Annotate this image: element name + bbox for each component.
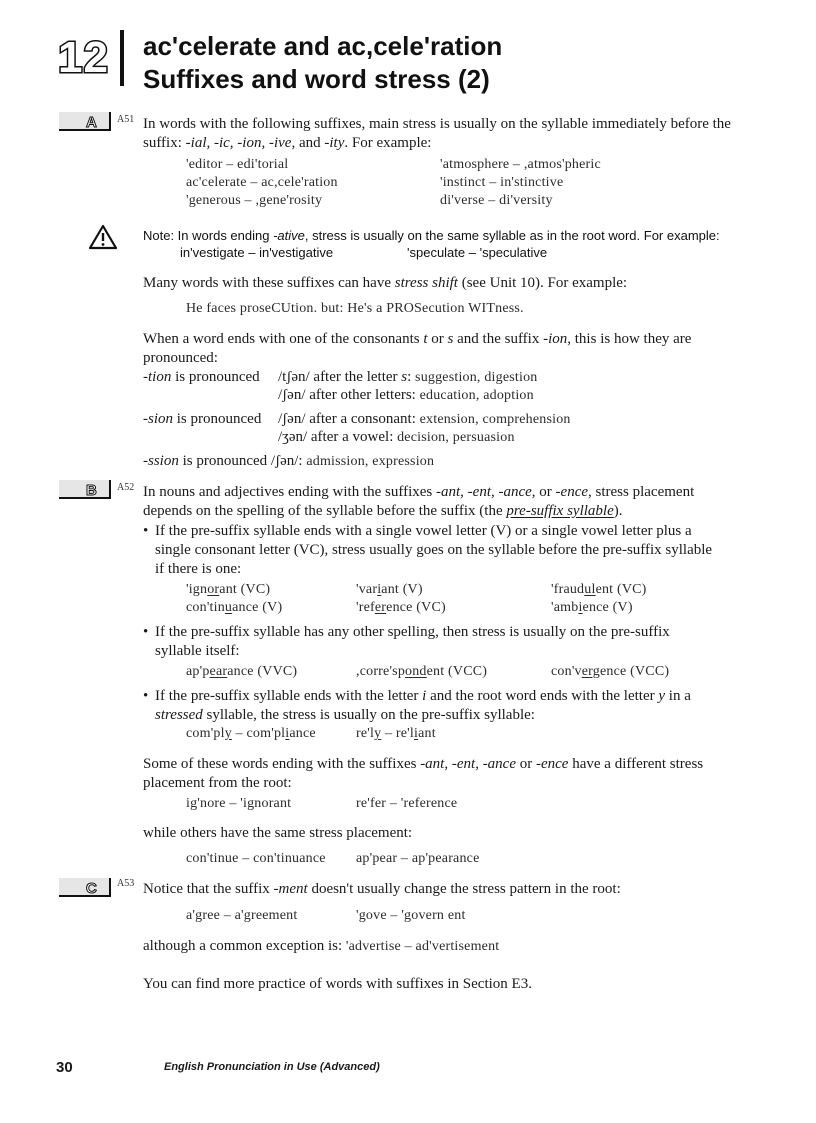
example-reliant: re'ly – re'liant bbox=[356, 726, 436, 741]
different-stress-paragraph: Some of these words ending with the suffixes -ant, -ent, -ance or -ence have a different stress placement from the root: bbox=[143, 756, 704, 791]
section-b-audio-ref: A52 bbox=[117, 482, 135, 493]
example-ignorant-root: ig'nore – 'ignorant bbox=[186, 796, 292, 811]
section-b-marker bbox=[58, 478, 112, 500]
section-b-intro: In nouns and adjectives ending with the suffixes -ant, -ent, -ance, or -ence, stress placement depends on the spelling of the syllable before the suffix (the pre-suffix syllable). bbox=[143, 484, 695, 519]
ssion-rule: -ssion is pronounced /ʃən/: admission, expression bbox=[143, 453, 435, 469]
section-a-marker bbox=[58, 110, 112, 132]
example-compliance: com'ply – com'pliance bbox=[186, 726, 316, 741]
practice-reference: You can find more practice of words with suffixes in Section E3. bbox=[143, 976, 532, 992]
same-stress-paragraph: while others have the same stress placement: bbox=[143, 825, 413, 841]
example-appearance-root: ap'pear – ap'pearance bbox=[356, 851, 480, 866]
page-subtitle: Suffixes and word stress (2) bbox=[143, 64, 490, 94]
page-number: 30 bbox=[56, 1059, 73, 1076]
example-ignorant: 'ignorant (VC) bbox=[186, 582, 271, 597]
sion-rule-1: /ʃən/ after a consonant: extension, comprehension bbox=[278, 411, 571, 427]
example-word-pair: 'instinct – in'stinctive bbox=[440, 175, 564, 190]
bullet-rule-3: • If the pre-suffix syllable ends with the letter i and the root word ends with the letter y in a stressed syllable, the stress is usually on the pre-suffix syllable: bbox=[155, 687, 691, 725]
section-c-marker bbox=[58, 876, 112, 898]
note-example: in'vestigate – in'vestigative bbox=[180, 245, 334, 260]
exception-paragraph: although a common exception is: 'advertise – ad'vertisement bbox=[143, 938, 500, 954]
example-word-pair: di'verse – di'versity bbox=[440, 193, 553, 208]
example-word-pair: ac'celerate – ac,cele'ration bbox=[186, 175, 338, 190]
example-word-pair: 'editor – edi'torial bbox=[186, 157, 289, 172]
section-a-intro: In words with the following suffixes, main stress is usually on the syllable immediately before the suffix: -ial, -ic, -ion, -ive, and -ity. For example: bbox=[143, 116, 731, 151]
unit-number-badge bbox=[56, 34, 118, 78]
unit-number: 12 bbox=[58, 34, 109, 78]
sion-rule-label: -sion is pronounced bbox=[143, 411, 262, 427]
consonant-paragraph: When a word ends with one of the consonants t or s and the suffix -ion, this is how they are pronounced: bbox=[143, 331, 692, 366]
example-ambience: 'ambience (V) bbox=[551, 600, 633, 615]
bullet-rule-2: • If the pre-suffix syllable has any other spelling, then stress is usually on the pre-suffix syllable itself: bbox=[155, 623, 670, 661]
warning-icon bbox=[88, 224, 118, 250]
tion-rule-1: /tʃən/ after the letter s: suggestion, digestion bbox=[278, 369, 538, 385]
tion-rule-2: /ʃən/ after other letters: education, adoption bbox=[278, 387, 534, 403]
bullet-rule-1: • If the pre-suffix syllable ends with a single vowel letter (V) or a single vowel letter plus a single consonant letter (VC), stress usually goes on the syllable before the pre-suffix syllable if there is one: bbox=[155, 522, 712, 579]
svg-text:A: A bbox=[86, 114, 97, 131]
book-title: English Pronunciation in Use (Advanced) bbox=[164, 1061, 380, 1073]
example-correspondent: ,corre'spondent (VCC) bbox=[356, 664, 488, 679]
example-word-pair: 'atmosphere – ,atmos'pheric bbox=[440, 157, 601, 172]
example-government: 'gove – 'govern ent bbox=[356, 908, 466, 923]
stress-shift-example: He faces proseCUtion. but: He's a PROSecution WITness. bbox=[186, 301, 524, 316]
example-continuance: con'tinuance (V) bbox=[186, 600, 283, 615]
example-convergence: con'vergence (VCC) bbox=[551, 664, 670, 679]
stress-shift-paragraph: Many words with these suffixes can have stress shift (see Unit 10). For example: bbox=[143, 275, 628, 291]
example-word-pair: 'generous – ,gene'rosity bbox=[186, 193, 323, 208]
example-continuance-root: con'tinue – con'tinuance bbox=[186, 851, 326, 866]
example-reference-root: re'fer – 'reference bbox=[356, 796, 458, 811]
section-a-audio-ref: A51 bbox=[117, 114, 135, 125]
svg-text:C: C bbox=[86, 880, 97, 897]
page-title: ac'celerate and ac,cele'ration bbox=[143, 31, 503, 61]
example-variant: 'variant (V) bbox=[356, 582, 423, 597]
svg-text:B: B bbox=[86, 482, 97, 499]
example-appearance: ap'pearance (VVC) bbox=[186, 664, 298, 679]
tion-rule-label: -tion is pronounced bbox=[143, 369, 260, 385]
unit-divider-bar bbox=[120, 30, 124, 86]
note-example: 'speculate – 'speculative bbox=[407, 245, 548, 260]
note-ative: Note: In words ending -ative, stress is usually on the same syllable as in the root word. For example: bbox=[143, 228, 720, 243]
section-c-intro: Notice that the suffix -ment doesn't usually change the stress pattern in the root: bbox=[143, 881, 621, 897]
example-reference: 'reference (VC) bbox=[356, 600, 446, 615]
example-agreement: a'gree – a'greement bbox=[186, 908, 298, 923]
example-fraudulent: 'fraudulent (VC) bbox=[551, 582, 647, 597]
section-c-audio-ref: A53 bbox=[117, 878, 135, 889]
sion-rule-2: /ʒən/ after a vowel: decision, persuasion bbox=[278, 429, 515, 445]
